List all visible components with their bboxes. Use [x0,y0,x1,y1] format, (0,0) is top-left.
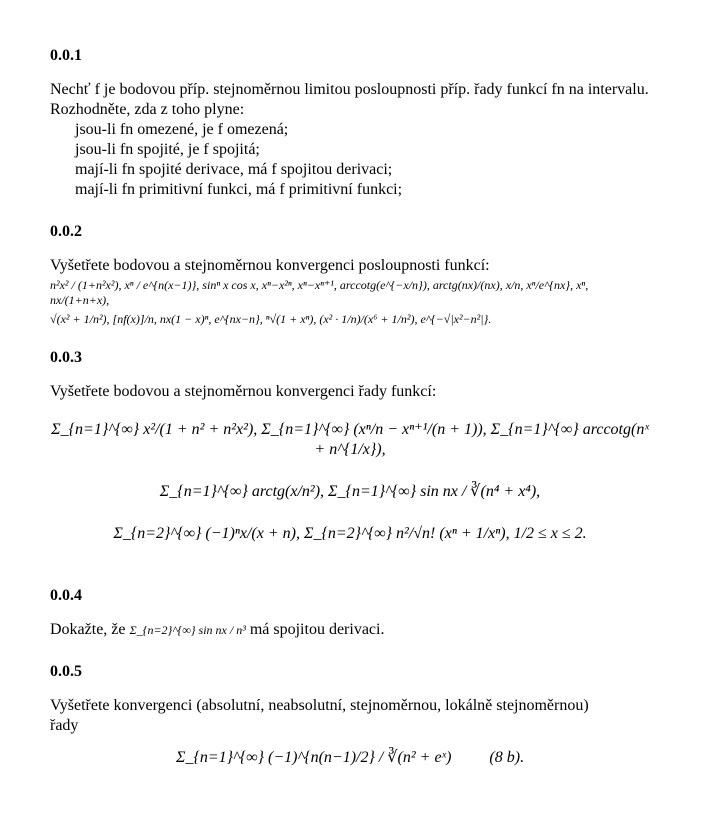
list-item: mají-li fn spojité derivace, má f spojitou derivaci; [75,161,393,178]
formula-line: Σ_{n=1}^{∞} arctg(x/n²), Σ_{n=1}^{∞} sin nx / ∛(n⁴ + x⁴), [159,483,541,500]
section-title: 0.0.4 [50,587,82,604]
section-intro: Vyšetřete bodovou a stejnoměrnou konvergenci posloupnosti funkcí: [50,257,490,274]
section-title: 0.0.3 [50,349,82,366]
display-formula [50,420,650,544]
item-list [50,120,650,200]
section-0-0-4 [50,586,650,640]
section-0-0-3 [50,348,650,544]
formula-line: Σ_{n=2}^{∞} (−1)ⁿx/(x + n), Σ_{n=2}^{∞} n²/√n! (xⁿ + 1/xⁿ), 1/2 ≤ x ≤ 2. [113,525,587,542]
section-title: 0.0.1 [50,47,82,64]
text-prefix: Dokažte, že [50,621,126,638]
section-intro: Vyšetřete konvergenci (absolutní, neabsolutní, stejnoměrnou, lokálně stejnoměrnou) řady [50,697,589,734]
section-intro: Vyšetřete bodovou a stejnoměrnou konvergenci řady funkcí: [50,383,437,400]
list-item: jsou-li fn omezené, je f omezená; [75,121,289,138]
section-title: 0.0.5 [50,663,82,680]
equation-label: (8 b). [489,749,525,766]
display-formula [50,748,650,768]
text-suffix: má spojitou derivaci. [249,621,385,638]
formula-line: √(x² + 1/n²), [nf(x)]/n, nx(1 − x)ⁿ, e^{nx−n}, ⁿ√(1 + xⁿ), (x² · 1/n)/(x⁶ + 1/n²), e^{−√|x²−n²|}. [50,312,492,326]
section-title: 0.0.2 [50,223,82,240]
section-0-0-5 [50,662,650,768]
section-text [50,620,650,640]
section-0-0-1 [50,46,650,200]
formula: Σ_{n=1}^{∞} (−1)^{n(n−1)/2} / ∛(n² + eˣ) [175,749,452,766]
formula-line: Σ_{n=1}^{∞} x²/(1 + n² + n²x²), Σ_{n=1}^{∞} (xⁿ/n − xⁿ⁺¹/(n + 1)), Σ_{n=1}^{∞} arccotg(nˣ + n^{1/x}), [51,421,649,458]
formula-line: n²x² / (1+n²x²), xⁿ / e^{n(x−1)}, sinⁿ x cos x, xⁿ−x²ⁿ, xⁿ−xⁿ⁺¹, arccotg(e^{−x/n}), arctg(nx)/(nx), x/n, xⁿ/e^{nx}, xⁿ, nx/(1+n+x), [50,278,589,307]
inline-formula: Σ_{n=2}^{∞} sin nx / n³ [129,623,246,637]
section-0-0-2 [50,222,650,327]
section-intro: Nechť f je bodovou příp. stejnoměrnou limitou posloupnosti příp. řady funkcí fn na intervalu. Rozhodněte, zda z toho plyne: [50,81,649,118]
list-item: jsou-li fn spojité, je f spojitá; [75,141,260,158]
list-item: mají-li fn primitivní funkci, má f primitivní funkci; [75,181,403,198]
